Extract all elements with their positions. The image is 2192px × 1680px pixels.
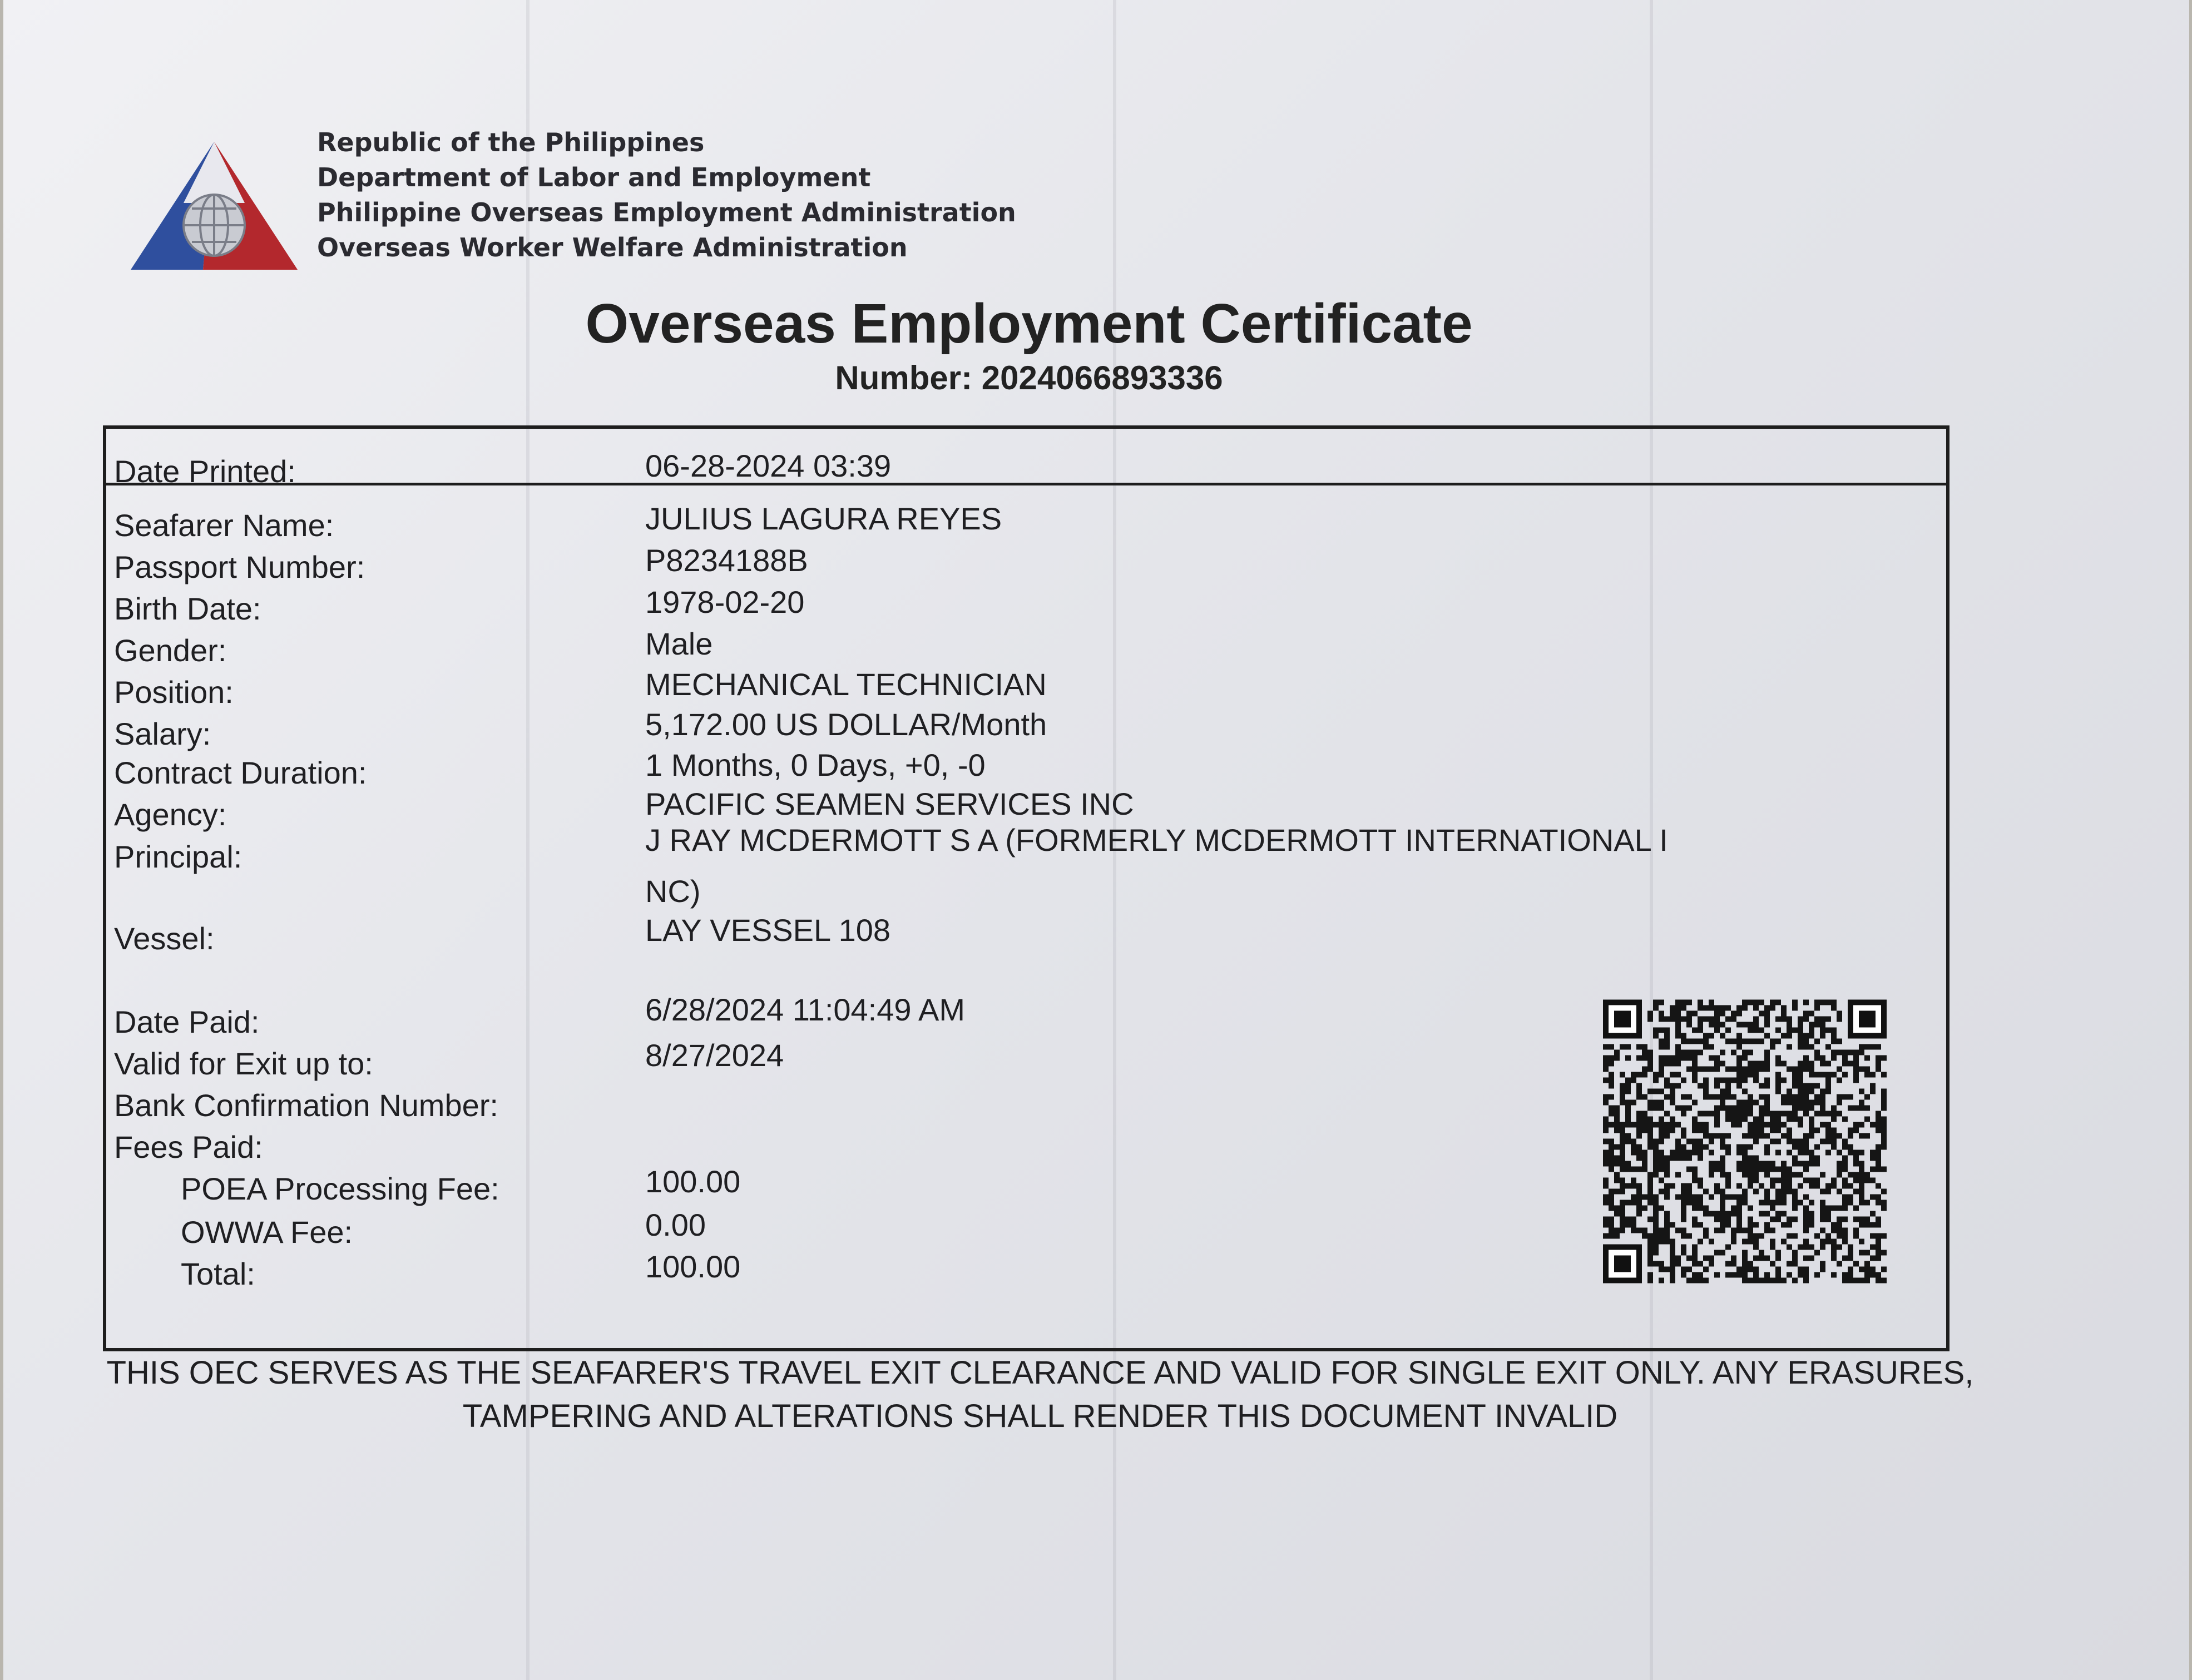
gender-value: Male: [645, 626, 713, 661]
bank-confirmation-label: Bank Confirmation Number:: [114, 1088, 498, 1123]
certificate-number: Number: 2024066893336: [835, 359, 1223, 397]
seafarer-name-value: JULIUS LAGURA REYES: [645, 501, 1002, 536]
gender-label: Gender:: [114, 633, 227, 668]
owwa-fee-label: OWWA Fee:: [181, 1215, 353, 1250]
contract-duration-value: 1 Months, 0 Days, +0, -0: [645, 747, 986, 782]
header-line: Philippine Overseas Employment Administration: [317, 197, 1016, 227]
certificate-title: Overseas Employment Certificate: [585, 293, 1473, 355]
date-printed-value: 06-28-2024 03:39: [645, 448, 892, 483]
vessel-label: Vessel:: [114, 921, 215, 956]
fees-paid-label: Fees Paid:: [114, 1129, 263, 1164]
date-paid-label: Date Paid:: [114, 1004, 260, 1039]
contract-duration-label: Contract Duration:: [114, 755, 367, 790]
header-line: Overseas Worker Welfare Administration: [317, 232, 908, 262]
dole-logo-icon: [131, 136, 298, 272]
agency-label: Agency:: [114, 797, 227, 832]
divider: [103, 483, 1949, 485]
principal-label: Principal:: [114, 839, 243, 874]
poea-fee-label: POEA Processing Fee:: [181, 1171, 499, 1206]
total-fee-value: 100.00: [645, 1249, 741, 1284]
vessel-value: LAY VESSEL 108: [645, 913, 891, 948]
valid-exit-label: Valid for Exit up to:: [114, 1046, 373, 1081]
footer-line-2: TAMPERING AND ALTERATIONS SHALL RENDER THIS DOCUMENT INVALID: [462, 1398, 1618, 1434]
position-value: MECHANICAL TECHNICIAN: [645, 667, 1047, 702]
birth-date-value: 1978-02-20: [645, 584, 805, 620]
footer-line-1: THIS OEC SERVES AS THE SEAFARER'S TRAVEL EXIT CLEARANCE AND VALID FOR SINGLE EXIT ONLY. ANY ERASURES,: [106, 1355, 1974, 1391]
header-line: Republic of the Philippines: [317, 127, 705, 157]
salary-value: 5,172.00 US DOLLAR/Month: [645, 707, 1047, 742]
footer-notice: [78, 1351, 2002, 1438]
poea-fee-value: 100.00: [645, 1164, 741, 1199]
date-paid-value: 6/28/2024 11:04:49 AM: [645, 992, 965, 1027]
header-line: Department of Labor and Employment: [317, 162, 871, 192]
birth-date-label: Birth Date:: [114, 591, 261, 626]
owwa-fee-value: 0.00: [645, 1207, 706, 1242]
passport-number-label: Passport Number:: [114, 549, 365, 584]
qr-code-icon: [1603, 998, 1887, 1285]
salary-label: Salary:: [114, 716, 211, 751]
position-label: Position:: [114, 675, 234, 710]
agency-header: [317, 125, 1016, 265]
principal-value: J RAY MCDERMOTT S A (FORMERLY MCDERMOTT INTERNATIONAL I: [645, 822, 1668, 858]
passport-number-value: P8234188B: [645, 543, 808, 578]
principal-value-continued: NC): [645, 874, 701, 909]
date-printed-label: Date Printed:: [114, 454, 296, 489]
total-fee-label: Total:: [181, 1256, 255, 1291]
agency-value: PACIFIC SEAMEN SERVICES INC: [645, 786, 1134, 821]
valid-exit-value: 8/27/2024: [645, 1038, 784, 1073]
seafarer-name-label: Seafarer Name:: [114, 508, 334, 543]
